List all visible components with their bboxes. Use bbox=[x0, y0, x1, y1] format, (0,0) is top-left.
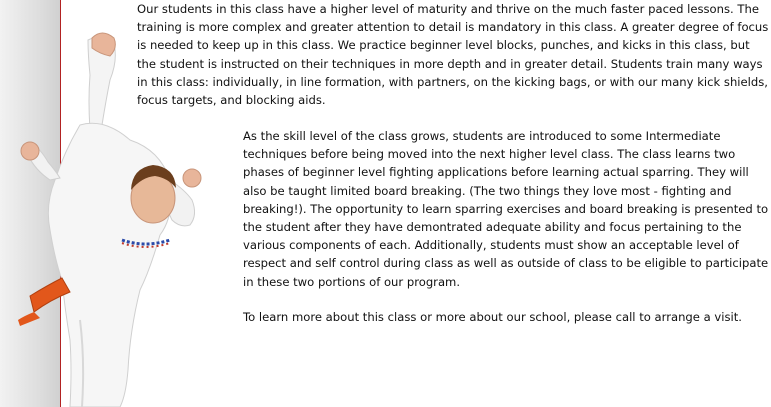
skill-level-paragraph: As the skill level of the class grows, students are introduced to some Intermediate techniques before being moved into the next higher level class. The class learns two phases of beginner level fighting applications before learning actual sparring. They will also be taught limited board breaking. (The two things they love most - fighting and breaking!). The opportunity to learn sparring exercises and board breaking is presented to the student after they have demontrated adequate ability and focus pertaining to the various components of each. Additionally, students must show an acceptable level of respect and self control during class as well as outside of class to be eligible to participate in these two portions of our program. bbox=[243, 129, 769, 289]
contact-paragraph: To learn more about this class or more about our school, please call to arrange a visit. bbox=[243, 310, 742, 324]
intro-paragraph: Our students in this class have a higher level of maturity and thrive on the much faster paced lessons. The training is more complex and greater attention to detail is mandatory in this class. A greater degree of focus is needed to keep up in this class. We practice beginner level blocks, punches, and kicks in this class, but the student is instructed on their techniques in more depth and in greater detail. Students train many ways in this class: individually, in line formation, with partners, on the kicking bags, or with our many kick shields, focus targets, and blocking aids. bbox=[137, 2, 769, 108]
